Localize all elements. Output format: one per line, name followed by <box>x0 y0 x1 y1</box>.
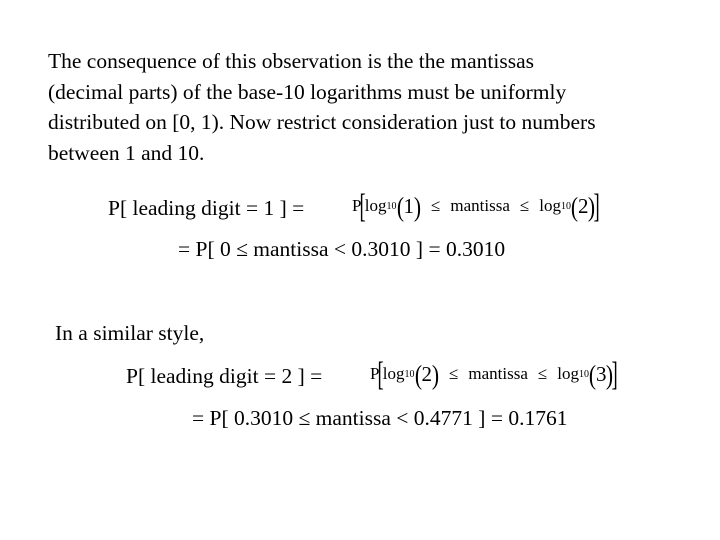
intro-line-3: distributed on [0, 1). Now restrict consideration just to numbers <box>48 110 596 134</box>
digit2-lhs: P[ leading digit = 2 ] = <box>126 364 323 388</box>
digit2-formula-p: P <box>370 364 380 383</box>
digit1-close-bracket: ] <box>594 188 601 225</box>
digit1-middle: mantissa <box>450 196 510 215</box>
digit1-le-left: ≤ <box>431 196 441 215</box>
digit1-base-right: 10 <box>560 200 571 212</box>
digit1-open-bracket: [ <box>360 188 367 225</box>
digit1-le-right: ≤ <box>519 196 530 215</box>
digit2-le-left: ≤ <box>449 364 459 383</box>
digit2-base-left: 10 <box>404 368 415 380</box>
digit1-arg-left: 1 <box>403 193 415 218</box>
digit2-result: = P[ 0.3010 ≤ mantissa < 0.4771 ] = 0.1761 <box>192 406 568 430</box>
intro-line-4: between 1 and 10. <box>48 140 205 165</box>
digit1-log-left: log <box>364 196 387 215</box>
intro-line-2: (decimal parts) of the base-10 logarithms must be uniformly <box>48 79 567 104</box>
digit2-middle: mantissa <box>468 364 528 383</box>
digit1-lhs: P[ leading digit = 1 ] = <box>108 196 305 220</box>
digit2-log-left: log <box>382 364 405 383</box>
digit2-arg-right: 3 <box>595 361 607 386</box>
digit1-formula: P [ log 10 ( 1 ) ≤ mantissa ≤ log 10 ( 2 ) ] <box>352 188 601 225</box>
digit1-formula-p: P <box>352 196 362 215</box>
digit2-base-right: 10 <box>578 368 589 380</box>
digit1-base-left: 10 <box>386 200 397 212</box>
digit1-arg-right: 2 <box>577 193 589 218</box>
digit2-le-right: ≤ <box>537 364 548 383</box>
similar-style-text: In a similar style, <box>55 321 205 345</box>
digit2-open-bracket: [ <box>378 356 385 393</box>
intro-paragraph <box>48 46 708 168</box>
digit2-close-bracket: ] <box>612 356 619 393</box>
digit1-result: = P[ 0 ≤ mantissa < 0.3010 ] = 0.3010 <box>178 237 506 261</box>
digit2-formula: P [ log 10 ( 2 ) ≤ mantissa ≤ log 10 ( 3 ) ] <box>370 356 619 393</box>
digit2-log-right: log <box>557 364 579 383</box>
digit2-arg-left: 2 <box>421 361 433 386</box>
digit1-log-right: log <box>539 196 561 215</box>
intro-line-1: The consequence of this observation is the the mantissas <box>48 49 535 73</box>
